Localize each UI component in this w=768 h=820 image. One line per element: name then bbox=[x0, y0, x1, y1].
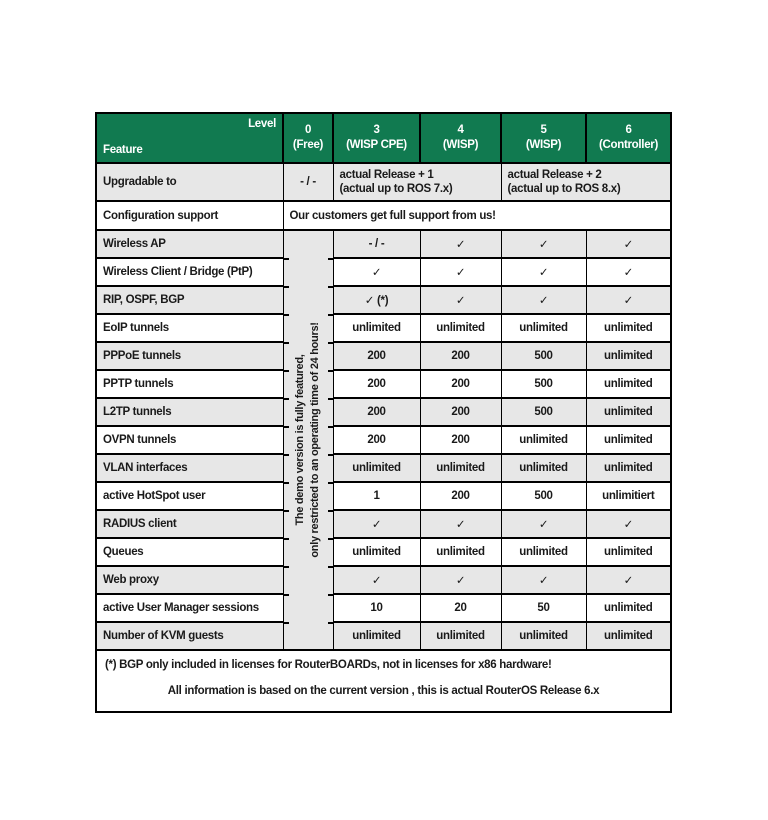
row-border-stub bbox=[284, 622, 289, 624]
feature-cell: RADIUS client bbox=[96, 510, 283, 538]
footnote-version: All information is based on the current version , this is actual RouterOS Release 6.x bbox=[167, 685, 600, 697]
value-cell: unlimited bbox=[586, 370, 671, 398]
row-border-stub bbox=[328, 314, 333, 316]
row-border-stub bbox=[284, 426, 289, 428]
feature-cell: active HotSpot user bbox=[96, 482, 283, 510]
header-level-0 bbox=[283, 113, 333, 163]
row-border-stub bbox=[284, 286, 289, 288]
level-number: 3 bbox=[373, 124, 380, 137]
upgrade-line1: actual Release + 1 bbox=[339, 168, 434, 181]
feature-cell: L2TP tunnels bbox=[96, 398, 283, 426]
feature-label: Feature bbox=[103, 144, 143, 157]
row-border-stub bbox=[328, 426, 333, 428]
table-row bbox=[96, 370, 671, 398]
level-name: (Controller) bbox=[598, 139, 658, 151]
upgrade-line2: (actual up to ROS 7.x) bbox=[339, 183, 453, 195]
demo-note-cell bbox=[283, 230, 333, 650]
row-border-stub bbox=[284, 314, 289, 316]
row-border-stub bbox=[328, 258, 333, 260]
value-cell: 500 bbox=[501, 370, 586, 398]
table-row bbox=[96, 398, 671, 426]
value-cell: ✓ bbox=[586, 510, 671, 538]
value-cell: 200 bbox=[420, 370, 501, 398]
row-border-stub bbox=[328, 510, 333, 512]
value-cell: 200 bbox=[333, 342, 420, 370]
value-cell-merged: Our customers get full support from us! bbox=[283, 201, 671, 230]
value-cell: unlimited bbox=[420, 454, 501, 482]
level-name: (WISP) bbox=[442, 139, 479, 151]
value-cell: ✓ bbox=[501, 258, 586, 286]
feature-cell: Number of KVM guests bbox=[96, 622, 283, 650]
value-cell: ✓ bbox=[586, 258, 671, 286]
value-cell: unlimited bbox=[501, 314, 586, 342]
value-cell: unlimited bbox=[586, 594, 671, 622]
header-level-4 bbox=[420, 113, 501, 163]
value-cell: ✓ bbox=[501, 286, 586, 314]
row-border-stub bbox=[284, 482, 289, 484]
value-cell: unlimited bbox=[586, 314, 671, 342]
license-comparison-table bbox=[95, 112, 672, 713]
demo-note-line1: The demo version is fully featured, bbox=[294, 354, 307, 526]
table-row bbox=[96, 426, 671, 454]
feature-cell: VLAN interfaces bbox=[96, 454, 283, 482]
value-cell: unlimited bbox=[501, 622, 586, 650]
row-border-stub bbox=[284, 370, 289, 372]
value-cell: ✓ (*) bbox=[333, 286, 420, 314]
value-cell: 50 bbox=[501, 594, 586, 622]
value-cell: unlimited bbox=[333, 622, 420, 650]
header-row bbox=[96, 113, 671, 163]
value-cell: 200 bbox=[333, 370, 420, 398]
feature-cell: PPPoE tunnels bbox=[96, 342, 283, 370]
value-cell: 200 bbox=[420, 482, 501, 510]
value-cell: ✓ bbox=[333, 258, 420, 286]
value-cell: unlimited bbox=[333, 454, 420, 482]
value-cell: ✓ bbox=[501, 230, 586, 258]
value-cell: 500 bbox=[501, 482, 586, 510]
feature-cell: Configuration support bbox=[96, 201, 283, 230]
row-border-stub bbox=[328, 398, 333, 400]
value-cell: ✓ bbox=[586, 566, 671, 594]
table-row bbox=[96, 342, 671, 370]
row-border-stub bbox=[328, 342, 333, 344]
table-row bbox=[96, 622, 671, 650]
level-name: (Free) bbox=[292, 139, 324, 151]
value-cell: 200 bbox=[333, 426, 420, 454]
license-comparison-table-wrap bbox=[95, 112, 672, 713]
level-number: 0 bbox=[304, 124, 312, 137]
table-row bbox=[96, 538, 671, 566]
level-number: 6 bbox=[625, 124, 632, 137]
value-cell: 500 bbox=[501, 342, 586, 370]
value-cell: unlimited bbox=[586, 538, 671, 566]
value-cell: ✓ bbox=[420, 230, 501, 258]
value-cell: ✓ bbox=[420, 286, 501, 314]
value-cell: unlimited bbox=[333, 538, 420, 566]
value-cell: unlimited bbox=[586, 398, 671, 426]
level-label: Level bbox=[248, 118, 276, 130]
table-row bbox=[96, 258, 671, 286]
config-support-row bbox=[96, 201, 671, 230]
value-cell: 10 bbox=[333, 594, 420, 622]
row-border-stub bbox=[284, 510, 289, 512]
value-cell: unlimited bbox=[586, 426, 671, 454]
feature-cell: Web proxy bbox=[96, 566, 283, 594]
row-border-stub bbox=[284, 258, 289, 260]
row-border-stub bbox=[328, 370, 333, 372]
table-row bbox=[96, 286, 671, 314]
value-cell: unlimited bbox=[586, 622, 671, 650]
value-cell: ✓ bbox=[501, 566, 586, 594]
value-cell: 20 bbox=[420, 594, 501, 622]
value-cell: unlimited bbox=[586, 342, 671, 370]
value-cell: 500 bbox=[501, 398, 586, 426]
row-border-stub bbox=[284, 398, 289, 400]
value-cell: unlimited bbox=[420, 314, 501, 342]
feature-cell: Upgradable to bbox=[96, 163, 283, 201]
footnotes-cell bbox=[96, 650, 671, 712]
row-border-stub bbox=[284, 538, 289, 540]
value-cell: unlimited bbox=[501, 454, 586, 482]
value-cell: 200 bbox=[420, 398, 501, 426]
value-cell: unlimited bbox=[501, 426, 586, 454]
value-cell: ✓ bbox=[420, 566, 501, 594]
feature-cell: OVPN tunnels bbox=[96, 426, 283, 454]
row-border-stub bbox=[328, 538, 333, 540]
row-border-stub bbox=[328, 454, 333, 456]
feature-cell: Wireless AP bbox=[96, 230, 283, 258]
table-row bbox=[96, 482, 671, 510]
value-cell: ✓ bbox=[586, 230, 671, 258]
header-level-5 bbox=[501, 113, 586, 163]
table-row bbox=[96, 454, 671, 482]
table-row bbox=[96, 314, 671, 342]
row-border-stub bbox=[284, 454, 289, 456]
level-number: 5 bbox=[540, 124, 547, 137]
upgradable-row bbox=[96, 163, 671, 201]
table-row bbox=[96, 230, 671, 258]
row-border-stub bbox=[284, 566, 289, 568]
value-cell: unlimited bbox=[501, 538, 586, 566]
row-border-stub bbox=[328, 594, 333, 596]
demo-note-text bbox=[293, 322, 323, 557]
value-cell: unlimited bbox=[420, 538, 501, 566]
value-cell: ✓ bbox=[420, 510, 501, 538]
feature-cell: Queues bbox=[96, 538, 283, 566]
level-name: (WISP CPE) bbox=[346, 139, 407, 151]
value-cell: 200 bbox=[333, 398, 420, 426]
feature-cell: Wireless Client / Bridge (PtP) bbox=[96, 258, 283, 286]
feature-cell: active User Manager sessions bbox=[96, 594, 283, 622]
value-cell: unlimited bbox=[586, 454, 671, 482]
value-cell: unlimited bbox=[333, 314, 420, 342]
value-cell-merged bbox=[501, 163, 671, 201]
feature-cell: EoIP tunnels bbox=[96, 314, 283, 342]
value-cell: ✓ bbox=[420, 258, 501, 286]
value-cell: - / - bbox=[333, 230, 420, 258]
upgrade-line1: actual Release + 2 bbox=[507, 168, 602, 181]
value-cell: ✓ bbox=[333, 510, 420, 538]
table-row bbox=[96, 566, 671, 594]
row-border-stub bbox=[284, 342, 289, 344]
table-row bbox=[96, 510, 671, 538]
value-cell-merged bbox=[333, 163, 501, 201]
feature-cell: PPTP tunnels bbox=[96, 370, 283, 398]
row-border-stub bbox=[284, 594, 289, 596]
row-border-stub bbox=[328, 482, 333, 484]
row-border-stub bbox=[328, 622, 333, 624]
level-name: (WISP) bbox=[525, 139, 562, 151]
header-corner-cell bbox=[96, 113, 283, 163]
table-row bbox=[96, 594, 671, 622]
value-cell: ✓ bbox=[586, 286, 671, 314]
value-cell: 1 bbox=[333, 482, 420, 510]
demo-note-line2: only restricted to an operating time of 24 hours! bbox=[309, 322, 321, 558]
footnote-bgp: (*) BGP only included in licenses for RouterBOARDs, not in licenses for x86 hardware! bbox=[105, 659, 552, 671]
level-number: 4 bbox=[457, 124, 464, 137]
row-border-stub bbox=[328, 566, 333, 568]
value-cell: - / - bbox=[283, 163, 333, 201]
value-cell: ✓ bbox=[333, 566, 420, 594]
value-cell: 200 bbox=[420, 342, 501, 370]
value-cell: unlimitiert bbox=[586, 482, 671, 510]
footnotes-row bbox=[96, 650, 671, 712]
header-level-6 bbox=[586, 113, 671, 163]
feature-cell: RIP, OSPF, BGP bbox=[96, 286, 283, 314]
value-cell: 200 bbox=[420, 426, 501, 454]
header-level-3 bbox=[333, 113, 420, 163]
value-cell: ✓ bbox=[501, 510, 586, 538]
value-cell: unlimited bbox=[420, 622, 501, 650]
upgrade-line2: (actual up to ROS 8.x) bbox=[507, 183, 621, 195]
row-border-stub bbox=[328, 286, 333, 288]
